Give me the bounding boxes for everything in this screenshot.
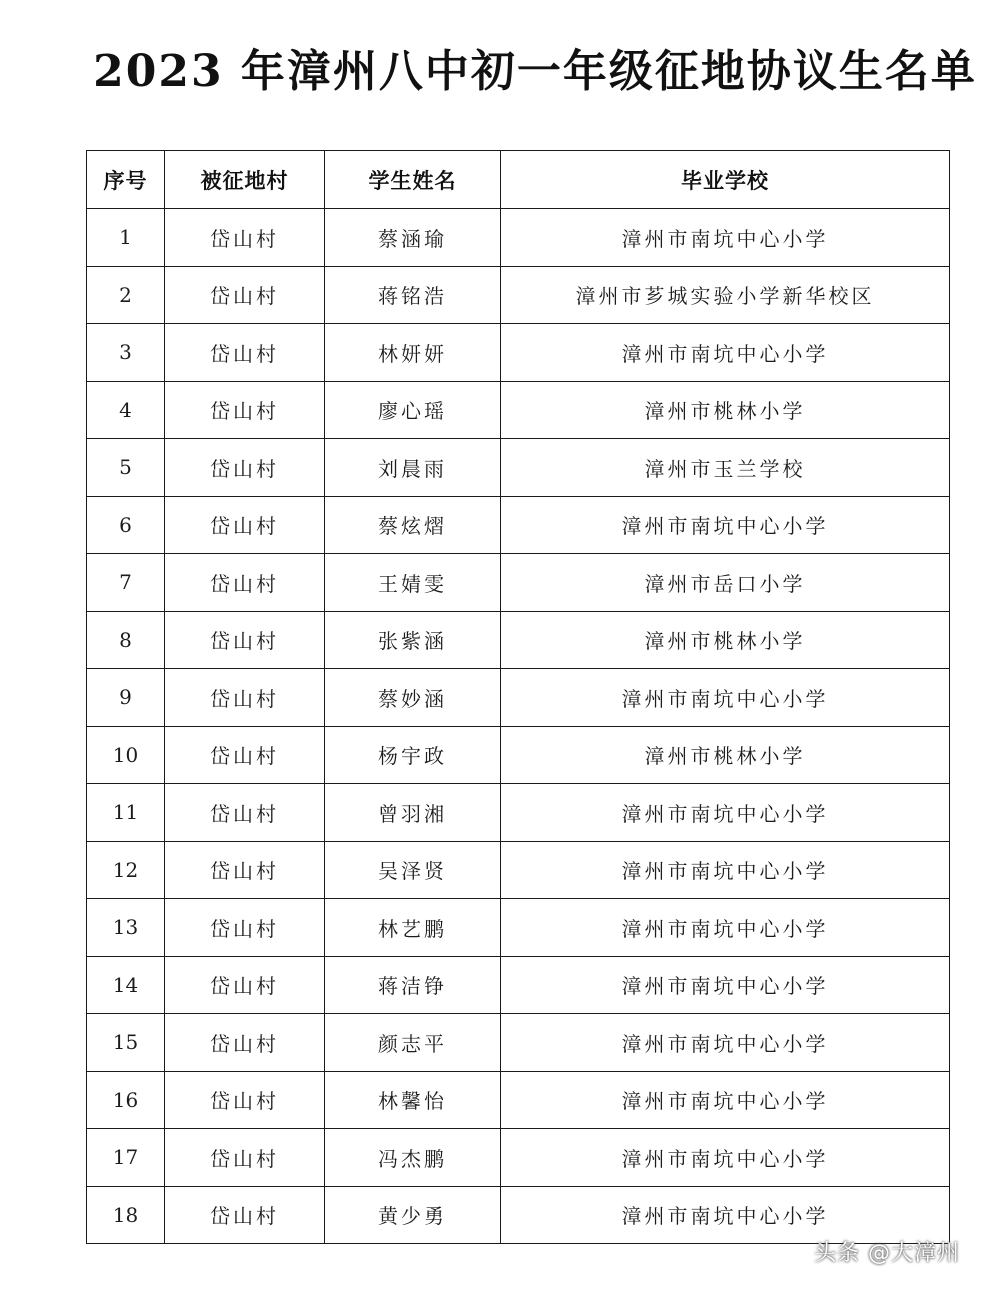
cell-student: 冯杰鹏	[325, 1129, 501, 1187]
cell-student: 张紫涵	[325, 611, 501, 669]
cell-student: 吴泽贤	[325, 841, 501, 899]
cell-school: 漳州市南坑中心小学	[501, 1071, 950, 1129]
cell-student: 蔡妙涵	[325, 669, 501, 727]
cell-school: 漳州市桃林小学	[501, 611, 950, 669]
cell-village: 岱山村	[165, 266, 325, 324]
table-row	[87, 1129, 950, 1187]
student-roster-table	[86, 150, 950, 1244]
cell-village: 岱山村	[165, 726, 325, 784]
header-no: 序号	[87, 151, 165, 209]
header-student: 学生姓名	[325, 151, 501, 209]
table-row	[87, 899, 950, 957]
cell-student: 杨宇政	[325, 726, 501, 784]
watermark: 头条 @大漳州	[814, 1241, 960, 1266]
cell-school: 漳州市南坑中心小学	[501, 209, 950, 267]
cell-school: 漳州市南坑中心小学	[501, 956, 950, 1014]
cell-school: 漳州市芗城实验小学新华校区	[501, 266, 950, 324]
cell-school: 漳州市岳口小学	[501, 554, 950, 612]
table-row	[87, 209, 950, 267]
cell-no: 11	[87, 784, 165, 842]
table-row	[87, 669, 950, 727]
table-row	[87, 1186, 950, 1244]
cell-school: 漳州市桃林小学	[501, 726, 950, 784]
table-row	[87, 324, 950, 382]
cell-village: 岱山村	[165, 611, 325, 669]
cell-village: 岱山村	[165, 439, 325, 497]
cell-student: 蒋洁铮	[325, 956, 501, 1014]
table-row	[87, 956, 950, 1014]
cell-student: 林艺鹏	[325, 899, 501, 957]
table-header-row	[87, 151, 950, 209]
cell-village: 岱山村	[165, 669, 325, 727]
header-village: 被征地村	[165, 151, 325, 209]
table-row	[87, 554, 950, 612]
cell-no: 2	[87, 266, 165, 324]
cell-student: 黄少勇	[325, 1186, 501, 1244]
cell-village: 岱山村	[165, 496, 325, 554]
cell-school: 漳州市南坑中心小学	[501, 1014, 950, 1072]
cell-no: 12	[87, 841, 165, 899]
cell-village: 岱山村	[165, 1071, 325, 1129]
cell-student: 刘晨雨	[325, 439, 501, 497]
cell-village: 岱山村	[165, 1129, 325, 1187]
cell-student: 王婧雯	[325, 554, 501, 612]
cell-no: 16	[87, 1071, 165, 1129]
cell-no: 6	[87, 496, 165, 554]
cell-student: 林妍妍	[325, 324, 501, 382]
cell-village: 岱山村	[165, 324, 325, 382]
cell-school: 漳州市南坑中心小学	[501, 1129, 950, 1187]
cell-no: 14	[87, 956, 165, 1014]
cell-village: 岱山村	[165, 1014, 325, 1072]
cell-student: 林馨怡	[325, 1071, 501, 1129]
cell-student: 曾羽湘	[325, 784, 501, 842]
cell-school: 漳州市南坑中心小学	[501, 899, 950, 957]
table-row	[87, 381, 950, 439]
table-row	[87, 1014, 950, 1072]
table-row	[87, 1071, 950, 1129]
cell-student: 蔡炫熠	[325, 496, 501, 554]
cell-village: 岱山村	[165, 381, 325, 439]
cell-no: 1	[87, 209, 165, 267]
cell-no: 4	[87, 381, 165, 439]
table-row	[87, 266, 950, 324]
cell-no: 10	[87, 726, 165, 784]
table-row	[87, 439, 950, 497]
page-title: 2023 年漳州八中初一年级征地协议生名单	[93, 46, 977, 97]
table-row	[87, 611, 950, 669]
cell-school: 漳州市南坑中心小学	[501, 1186, 950, 1244]
cell-village: 岱山村	[165, 841, 325, 899]
cell-no: 3	[87, 324, 165, 382]
cell-no: 5	[87, 439, 165, 497]
header-school: 毕业学校	[501, 151, 950, 209]
table-row	[87, 784, 950, 842]
table-row	[87, 726, 950, 784]
cell-school: 漳州市南坑中心小学	[501, 841, 950, 899]
cell-no: 18	[87, 1186, 165, 1244]
cell-school: 漳州市玉兰学校	[501, 439, 950, 497]
cell-no: 9	[87, 669, 165, 727]
cell-village: 岱山村	[165, 784, 325, 842]
cell-student: 蔡涵瑜	[325, 209, 501, 267]
cell-village: 岱山村	[165, 554, 325, 612]
cell-student: 蒋铭浩	[325, 266, 501, 324]
cell-no: 15	[87, 1014, 165, 1072]
cell-student: 颜志平	[325, 1014, 501, 1072]
cell-village: 岱山村	[165, 1186, 325, 1244]
cell-no: 13	[87, 899, 165, 957]
cell-school: 漳州市南坑中心小学	[501, 324, 950, 382]
cell-student: 廖心瑶	[325, 381, 501, 439]
table-row	[87, 496, 950, 554]
cell-village: 岱山村	[165, 956, 325, 1014]
cell-village: 岱山村	[165, 209, 325, 267]
cell-school: 漳州市南坑中心小学	[501, 669, 950, 727]
cell-school: 漳州市桃林小学	[501, 381, 950, 439]
cell-no: 7	[87, 554, 165, 612]
table-body	[87, 209, 950, 1244]
cell-no: 17	[87, 1129, 165, 1187]
cell-village: 岱山村	[165, 899, 325, 957]
cell-school: 漳州市南坑中心小学	[501, 496, 950, 554]
cell-school: 漳州市南坑中心小学	[501, 784, 950, 842]
table-row	[87, 841, 950, 899]
cell-no: 8	[87, 611, 165, 669]
